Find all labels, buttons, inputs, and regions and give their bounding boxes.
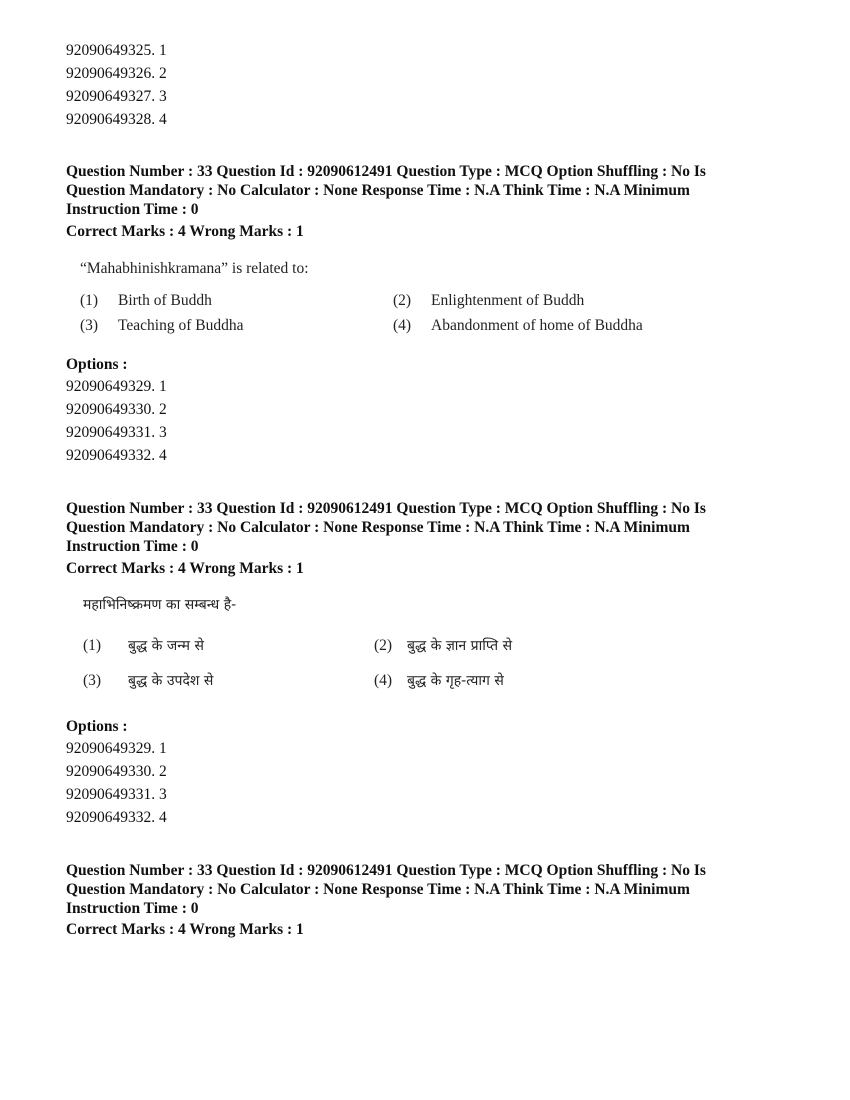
choice-3	[83, 671, 213, 690]
choice-3	[80, 317, 243, 335]
question-stem: “Mahabhinishkramana” is related to:	[80, 260, 309, 277]
choice-text: Enlightenment of Buddh	[431, 292, 585, 309]
option-id-line: 92090649327. 3	[66, 88, 167, 105]
option-id-line: 92090649332. 4	[66, 447, 167, 464]
question-stem: महाभिनिष्क्रमण का सम्बन्ध है-	[83, 597, 237, 613]
question-meta: Question Number : 33 Question Id : 92090612491 Question Type : MCQ Option Shuffling : No Is Question Mandatory : No Calculator : None Response Time : N.A Think Time : N.A Minimum Instruction Time : 0	[66, 500, 706, 555]
option-id-line: 92090649326. 2	[66, 65, 167, 82]
option-id-line: 92090649325. 1	[66, 42, 167, 59]
marks-line: Correct Marks : 4 Wrong Marks : 1	[66, 223, 304, 240]
choice-number: (1)	[80, 292, 99, 309]
choice-number: (3)	[80, 317, 99, 334]
choice-number: (2)	[374, 637, 393, 654]
choice-number: (4)	[393, 317, 412, 334]
option-id-line: 92090649329. 1	[66, 378, 167, 395]
choice-text: बुद्ध के जन्म से	[128, 638, 204, 654]
option-id-line: 92090649331. 3	[66, 786, 167, 803]
option-id-line: 92090649330. 2	[66, 401, 167, 418]
choice-number: (4)	[374, 672, 393, 689]
choice-number: (1)	[83, 637, 102, 654]
choice-text: बुद्ध के उपदेश से	[128, 673, 214, 689]
choice-4	[393, 317, 643, 335]
choice-1	[83, 636, 204, 655]
choice-1	[80, 292, 212, 310]
option-id-line: 92090649328. 4	[66, 111, 167, 128]
option-id-line: 92090649331. 3	[66, 424, 167, 441]
choice-text: Teaching of Buddha	[118, 317, 244, 334]
marks-line: Correct Marks : 4 Wrong Marks : 1	[66, 921, 304, 938]
marks-line: Correct Marks : 4 Wrong Marks : 1	[66, 560, 304, 577]
options-label: Options :	[66, 356, 128, 373]
choice-text: बुद्ध के ज्ञान प्राप्ति से	[407, 638, 513, 654]
option-id-line: 92090649330. 2	[66, 763, 167, 780]
choice-text: बुद्ध के गृह-त्याग से	[407, 673, 504, 689]
choice-number: (3)	[83, 672, 102, 689]
option-id-line: 92090649332. 4	[66, 809, 167, 826]
choice-text: Abandonment of home of Buddha	[431, 317, 643, 334]
option-id-line: 92090649329. 1	[66, 740, 167, 757]
question-meta: Question Number : 33 Question Id : 92090612491 Question Type : MCQ Option Shuffling : No Is Question Mandatory : No Calculator : None Response Time : N.A Think Time : N.A Minimum Instruction Time : 0	[66, 862, 706, 917]
choice-number: (2)	[393, 292, 412, 309]
options-label: Options :	[66, 718, 128, 735]
choice-2	[393, 292, 584, 310]
choice-4	[374, 671, 504, 690]
choice-text: Birth of Buddh	[118, 292, 212, 309]
question-meta: Question Number : 33 Question Id : 92090612491 Question Type : MCQ Option Shuffling : No Is Question Mandatory : No Calculator : None Response Time : N.A Think Time : N.A Minimum Instruction Time : 0	[66, 163, 706, 218]
choice-2	[374, 636, 512, 655]
